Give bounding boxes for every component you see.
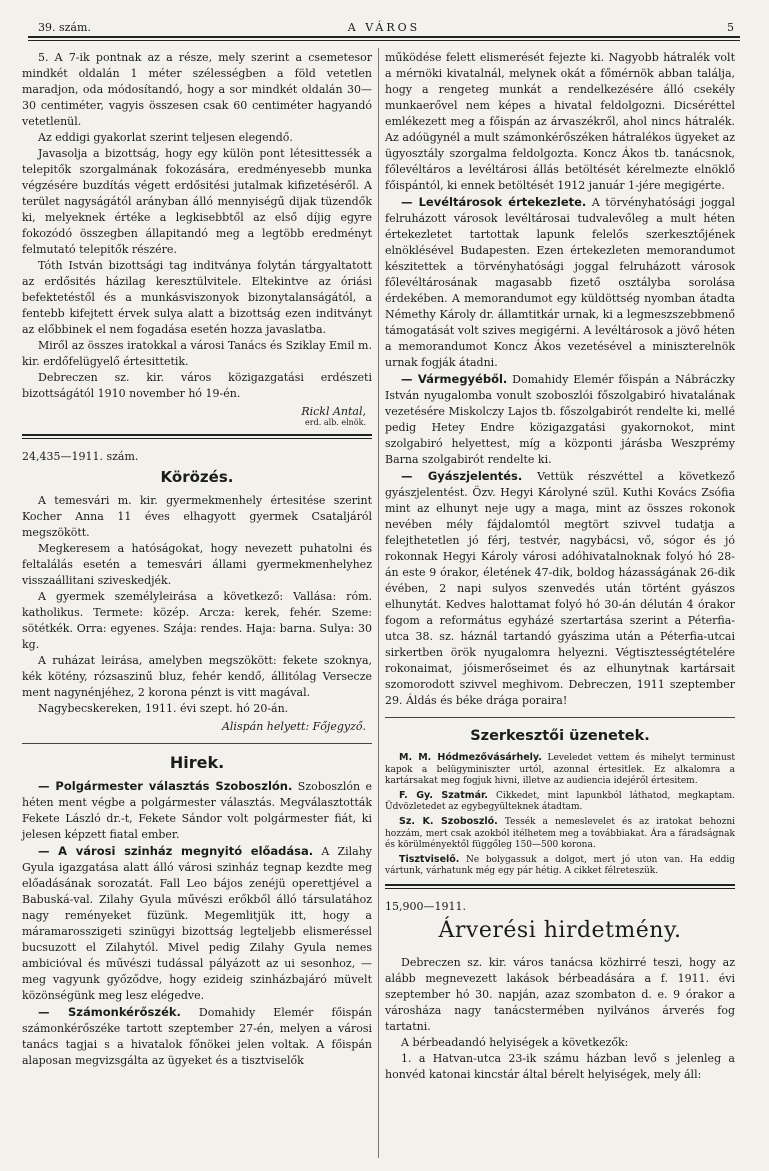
news-item — [385, 468, 735, 709]
paragraph: A bérbeadandó helyiségek a következők: — [401, 1035, 629, 1049]
newspaper-title: A VÁROS — [347, 21, 421, 34]
news-item — [385, 194, 735, 371]
section-heading-korozes: Körözés. — [160, 468, 234, 486]
paragraph: Az eddigi gyakorlat szerint teljesen elegendő. — [38, 131, 293, 144]
editor-note-lead: F. Gy. Szatmár. — [399, 789, 488, 801]
news-item — [385, 371, 735, 468]
editor-note-text: Tessék a nemeslevelet és az iratokat behozni hozzám, mert csak azokból itélhetem meg a továbbiakat. Ára a fáradságnak és körülményektől függőleg 150—500 korona. — [385, 816, 735, 851]
news-item-lead: — Számonkérőszék. — [38, 1005, 181, 1019]
editor-note — [385, 816, 735, 852]
paragraph: Tóth István bizottsági tag inditványa folytán tárgyaltatott az erdősités házilag keresztülvitele. Eltekintve az óriási befektetéstől és a munkásviszonyok bizonytalanságától, a fentebb kifejtett érvek sulya alatt a bizottság ezen inditványt az előbbinek el nem fogadása esetén hozza javaslatba. — [22, 259, 372, 336]
paragraph: A ruházat leirása, amelyben megszökött: fekete szoknya, kék kötény, rózsaszinű bluz, fehér kendő, állitólag Versecze ment nagynénjéhez, 2 korona pénzt is vitt magával. — [22, 654, 372, 699]
paragraph: Megkeresem a hatóságokat, hogy nevezett puhatolni és feltalálás esetén a temesvári állami gyermekmenhelyhez visszaállitani sziveskedjék. — [22, 542, 372, 587]
paragraph: Debreczen sz. kir. város tanácsa közhirré teszi, hogy az alább megnevezett lakások bérbeadására a f. 1911. évi szeptember hó 30. napján, azaz szombaton d. e. 9 órakor a városháza nagy tanácstermében nyilvános árverés fog tartatni. — [385, 955, 735, 1033]
news-item-lead: — Levéltárosok értekezlete. — [401, 195, 587, 209]
news-item — [22, 843, 372, 1004]
news-item-text: A Zilahy Gyula igazgatása alatt álló városi szinház tegnap kezdte meg előadásának sorozatát. Fall Leo bájos zenéjü operettjével a Babuská-val. Zilahy Gyula művészi erőkből álló társulatához nagy reményeket füzünk. Megemlitjük itt, hogy a máramarosszigeti szinügyi bizottság legteljebb elismeréssel bucsuzott el Zilahytól. Mivel pedig Zilahy Gyula nemes ambicióval és művészi tudással pályázott az ui sesonhoz, — meg vagyunk győződve, hogy ezideig szinházbajáró müvelt közönségünk meg lesz elégedve. — [22, 845, 372, 1002]
paragraph: működése felett elismerését fejezte ki. Nagyobb hátralék volt a mérnöki kivatalnál, melynek okát a főmérnök abban találja, hogy a rengeteg munkát a rendelkezésére álló csekély munkaerővel nem képes a hivatal feldolgozni. Dicséréttel emlékezett meg a főispán az árvaszékről, ahol nincs hátralék. Az adóügynél a mult számonkérőszéken hátralékos ügyeket az ügyosztály szorgalma feldolgozta. Koncz Ákos tb. tanácsnok, főlevéltáros a levéltárosi állás betöltését kérelmezte elnöklő főispántól, ki ennek betöltését 1912 január 1-jére megigérte. — [385, 51, 735, 192]
news-item-text: Vettük részvéttel a következő gyászjelentést. Özv. Hegyi Károlyné szül. Kuthi Kovács Zsófia mint az elhunyt neje ugy a maga, mint az összes rokonok nevében mély fájdalomtól megtört szivvel tudatja a felejthetetlen jó férj, testvér, nagybácsi, vő, sógor és jó rokonnak Hegyi Károly városi adóhivatalnoknak folyó hó 28-án este 9 órakor, életének 47-dik, boldog házasságának 26-dik évében, 2 napi sulyos szenvedés után történt gyászos elhunytát. Kedves halottamat folyó hó 30-án délután 4 órakor fogom a református egyházé szertartása szerint a Péterfia-utca 38. sz. háznál tartandó gyászima után a Péterfia-utcai sirkertben örök nyugalomra helyezni. Végtisztességtételére rokonaimat, jóismerőseimet és az elhunytnak kartársait szomorodott szivvel meghivom. Debreczen, 1911 szeptember 29. Áldás és béke drága poraira! — [385, 470, 736, 707]
signature: Rickl Antal, — [301, 405, 366, 418]
page-header — [30, 19, 738, 37]
paragraph: Javasolja a bizottság, hogy egy külön pont létesittessék a telepitők szorgalmának fokozására, eredményesebb munka végzésére buzdítás végett erdősitési jutalmak kifizetéséről. A terület nagyságától arányban álló mennyiségű dijak tüzendők ki, melyeknek értéke a legkisebbtől az első díjig egyre fokozódó összegben állapitandó meg a legtöbb eredményt felmutató telepitők részére. — [22, 147, 372, 256]
news-item-text: Szoboszlón e héten ment végbe a polgármester választás. Megválasztották Fekete László dr.-t, Fekete Sándor volt polgármester fiát, ki jelesen képzett fiatal ember. — [22, 780, 372, 841]
paragraph: Miről az összes iratokkal a városi Tanács és Sziklay Emil m. kir. erdőfelügyelő értesittetik. — [22, 339, 372, 368]
section-heading-arveresi-hirdetmeny: Árverési hirdetmény. — [438, 917, 682, 943]
issue-number: 39. szám. — [38, 21, 91, 34]
news-item-text: A törvényhatósági joggal felruházott városok levéltárosai tudvalevőleg a mult héten értekezletet tartottak lapunk felelős szerkesztőjének elnöklésével Budapesten. Ezen értekezleten memorandumot készitettek a törvényhatósági joggal felruházott városok főlevéltárosának magasabb fizető osztályba sorolása érdekében. A memorandumot egy küldöttség nyomban átadta Némethy Károly dr. államtitkár urnak, ki a legmeszszebbmenő támogatását volt szives megigérni. A levéltárosok a jövő héten a memorandumot Koncz Ákos vezetésével a miniszterelnök urnak fogják átadni. — [385, 196, 735, 369]
editor-note-lead: Sz. K. Szoboszló. — [399, 815, 498, 827]
paragraph: 5. A 7-ik pontnak az a része, mely szerint a csemetesor mindkét oldalán 1 méter szélességben a föld vetetlen maradjon, oda módosítandó, hogy a sor mindkét oldalán 30—30 centiméter, vagyis összesen csak 60 centiméter hagyandó vetetlenül. — [22, 51, 372, 128]
document-number: 15,900—1911. — [385, 899, 466, 913]
signature: Alispán helyett: Főjegyző. — [221, 720, 366, 733]
paragraph: 1. a Hatvan-utca 23-ik számu házban levő s jelenleg a honvéd katonai kincstár által bérelt helyiségek, mely áll: — [385, 1051, 735, 1081]
section-rule — [22, 434, 372, 439]
editor-note — [385, 790, 735, 814]
header-rule — [28, 36, 740, 38]
left-column — [22, 50, 372, 1069]
editor-note — [385, 752, 735, 788]
news-item-text: Domahidy Elemér főispán számonkérőszéke tartott szeptember 27-én, melyen a városi tanács tagjai s a hivatalok főnökei jelen voltak. A főispán alaposan megvizsgálta az ügyeket és a tisztviselők — [22, 1006, 372, 1067]
news-item-lead: — Polgármester választás Szoboszlón. — [38, 779, 293, 793]
news-item — [22, 778, 372, 843]
editor-note-text: Leveledet vettem és mihelyt terminust kapok a belügyminiszter urtól, azonnal értesitlek. Ez alkalomra a kartársakat meg fogjuk hivni, illetve az audiencia idejéről értesitem. — [385, 753, 735, 787]
paragraph: A gyermek személyleirása a következő: Vallása: róm. katholikus. Termete: közép. Arcza: kerek, fehér. Szeme: sötétkék. Orra: egyenes. Szája: rendes. Haja: barna. Sulya: 30 kg. — [22, 590, 372, 651]
section-rule — [385, 717, 735, 718]
editor-note — [385, 854, 735, 878]
section-rule — [385, 884, 735, 889]
paragraph: A temesvári m. kir. gyermekmenhely értesitése szerint Kocher Anna 11 éves elhagyott gyermek Csatalјáról megszökött. — [22, 494, 372, 539]
editor-note-lead: Tisztviselő. — [399, 853, 460, 865]
column-divider — [378, 48, 379, 1158]
editor-note-text: Ne bolygassuk a dolgot, mert jó uton van. Ha eddig vártunk, várhatunk még egy pár hétig. A cikket félreteszük. — [385, 854, 735, 877]
editor-note-text: Cikkedet, mint lapunkból láthatod, megkaptam. Üdvözletedet az egybegyülteknek átadtam. — [385, 790, 735, 813]
page-number: 5 — [727, 21, 734, 34]
signature-role: erd. alb. elnök. — [305, 418, 366, 427]
paragraph: Nagybecskereken, 1911. évi szept. hó 20-án. — [38, 702, 289, 715]
right-column — [385, 50, 735, 1083]
header-rule-thin — [28, 40, 740, 41]
editor-notes — [385, 752, 735, 878]
paragraph: Debreczen sz. kir. város közigazgatási erdészeti bizottságától 1910 november hó 19-én. — [22, 371, 372, 400]
editor-note-lead: M. M. Hódmezővásárhely. — [399, 752, 542, 763]
news-item-text: Domahidy Elemér főispán a Nábráczky István nyugalomba vonult szoboszlói főszolgabiró hivatalának vezetésére Miskolczy Lajos tb. főszolgabirót rendelte ki, mellé pedig Hetey Endre közigazgatási gyakornokot, mint szolgabiró helyettest, míg a központi járásba Weszprémy Barna szolgabirót rendelte ki. — [385, 373, 735, 466]
section-heading-szerkesztoi-uzenetek: Szerkesztői üzenetek. — [470, 728, 650, 744]
section-rule — [22, 743, 372, 744]
document-number: 24,435—1911. szám. — [22, 450, 139, 463]
news-item-lead: — Vármegyéből. — [401, 372, 508, 386]
news-item-lead: — A városi szinház megnyitó előadása. — [38, 844, 314, 858]
section-heading-hirek: Hirek. — [169, 753, 225, 772]
news-item-lead: — Gyászjelentés. — [401, 469, 523, 483]
news-item — [22, 1004, 372, 1069]
